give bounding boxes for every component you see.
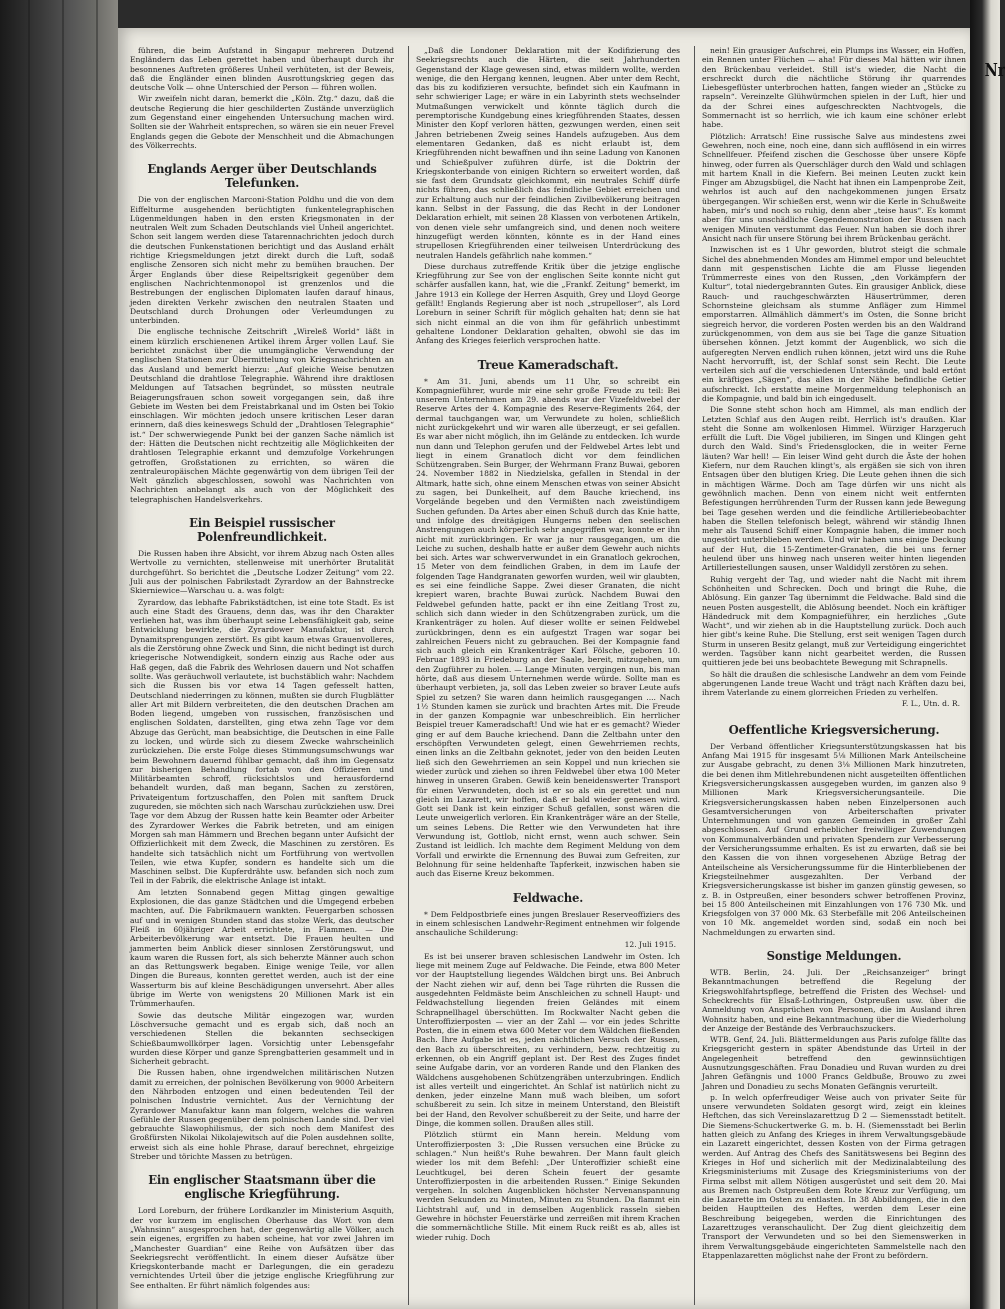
article-headline: Ein Beispiel russischer Polenfreundlichkeit. (189, 515, 335, 545)
article-paragraph: Die Russen haben ihre Absicht, vor ihrem Abzug nach Osten alles Wertvolle zu vernichten, stellenweise mit unerhörter Brutalität durchgeführt. So berichtet die „Deutsche Lodzer Zeitung“ vom 22. Juli aus der polnischen Fabrikstadt Zyrardow an der Bahnstrecke Skierniewice—Warschau u. a. was folgt: (130, 549, 394, 596)
article-paragraph: Die Sonne steht schon hoch am Himmel, als man endlich der Letzten Schlaf aus den Augen reibt. Herrlich ist's draußen. Klar steht die Sonne am wolkenlosen Himmel. Würziger Harzgeruch erfüllt die Luft. Die Vögel jubilieren, im Singen und Klingen geht durch den Wald. Sind's Friedensglocken, die in weiter Ferne läuten? War hell! — Ein leiser Wind geht durch die Äste der hohen Kiefern, nur dem Rauchen klingt's, als ergäßen sie sich von ihren Entsagen über den blutigen Krieg. Die Leute gehen ihnen die sich in mächtigen Wärme. Doch am Tage dürfen wir uns nicht als gewöhnlich machen. Denn von einem nicht weit entfernten Befestigungen herrührenden Turm der Russen kann jede Bewegung bei Tage gesehen werden und die feindliche Artilleriebeobachter haben die Stellen telefonisch belegt, während wir ständig Ihnen mehr als Tausend Schiff einer Kompagnie haben, die immer noch ungestört unterblieben werden. Und wir haben uns einige Deckung auf der Hut, die 15-Zentimeter-Granaten, die bei uns ferner heulend über uns hinweg nach unseren weiter hinten liegenden Artilleriestellungen sausen, unser Waldidyll zerstören zu sehen. (702, 405, 966, 573)
article-paragraph: p. In welch opferfreudiger Weise auch von privater Seite für unsere verwundeten Soldaten gesorgt wird, zeigt ein kleines Heftchen, das sich Vereinslazarettzug D 2 — Siemensstadt betitelt. Die Siemens-Schuckertwerke G. m. b. H. (Siemensstadt bei Berlin hatten gleich zu Anfang des Krieges in ihrem Verwaltungsgebäude ein Lazarett eingerichtet, dessen Kosten von der Firma getragen werden. Auf Antrag des Chefs des Sanitätswesens bei Beginn des Krieges in Hof und sicherlich mit der Medizinalabteilung des Kriegsministeriums mit Zusage des Kriegsministeriums von der Firma selbst mit allem Nötigen ausgerüstet und seit dem 20. Mai aus Bremen nach Ostpreußen dem Rote Kreuz zur Verfügung, um die Lazarette im Osten zu entlasten. In 38 Abbildungen, die in den beiden Hauptteilen des Heftes, werden dem Leser eine Beschreibung beigegeben, werden die Einrichtungen des Lazarettzuges veranschaulicht. Der Zug dient gleichzeitig dem Transport der Verwundeten und so bei den Siemenswerken in ihrem Verwaltungsgebäude eingerichteten Sammelstelle nach den Etappenlazaretten möglichst nahe der Front zu befördern. (702, 1092, 966, 1260)
article-headline: Feldwache. (512, 889, 584, 905)
article-paragraph: „Daß die Londoner Deklaration mit der Kodifizierung des Seekriegsrechts auch die Härten, die seit Jahrhunderten Gegenstand der Klage gewesen sind, etwas mildern wollte, werden wenige, die den Hergang kennen, leugnen. Aber unter dem Recht, das bis zu kodifizieren versuchte, befindet sich ein Kaufmann in sehr schwieriger Lage; er wäre in ein Labyrinth stets wechselnder Mutmaßungen verwickelt und könnte täglich durch die peremptorische Kundgebung eines kriegführenden Staates, dessen Minister den Kopf verloren hätten, gezwungen werden, einen seit Jahren betriebenen Zweig seines Handels aufzugeben. Aus dem elementaren Gedanken, daß es nicht erlaubt ist, dem Kriegführenden nicht bewaffnen und ihn seine Ladung von Kanonen und Schießpulver zuführen dürfe, ist die Doktrin der Kriegskonterbande von einigen Richtern so erweitert worden, daß sie fast dem Grundsatz gleichkommt, ein neutrales Schiff dürfe nichts führen, das schließlich das feindliche Gebiet erreichen und zur Erhaltung auch nur der feindlichen Zivilbevölkerung beitragen kann. Selbst in der Fassung, die das Recht in der Londoner Deklaration erhielt, mit seinen 28 Klassen von verbotenen Artikeln, von denen viele sehr umfangreich sind, und denen noch weitere hinzugefügt werden könnten, könnte es in der Hand eines strupellosen Kriegführenden einer teilweisen Unterdrückung des neutralen Handels gefährlich nahe kommen.“ (416, 46, 680, 260)
text-column-middle (416, 46, 680, 1305)
dateline: 12. Juli 1915. (624, 940, 676, 950)
spacer (130, 1163, 394, 1167)
article-paragraph: nein! Ein grausiger Aufschrei, ein Plumps ins Wasser, ein Hoffen, ein Rennen unter Flüchen — aha! Für dieses Mal hätten wir ihnen den Brückenbau verleidet. Still ist's wieder, die Nacht die erschreckt durch die nächtliche Störung ihr quarrendes Liebesgeflüster unterbrochen hatten, fangen wieder an „Stücke zu rapseln“. Vereinzelte Glühwürmchen spielen in der Luft, hier und da der Schrei eines aufgeschreckten Nachtvogels, die Sommernacht ist so herrlich, wie ich kaum eine schöner erlebt habe. (702, 46, 966, 130)
article-paragraph: Es ist bei unserer braven schlesischen Landwehr im Osten. Ich liege mit meinem Zuge auf Feldwache. Die Feinde, etwa 800 Meter vor der Hauptstellung liegendes Wäldchen birgt uns. Bei Anbruch der Nacht ziehen wir auf, denn bei Tage rührten die Russen die ausgedehnten Feldmäste beim Anschleichen zu schnell Haupt- und Feldwachstellung liegenden freien Geländes mit einem Schrapnellhagel überschütten. Im Rockwalter Nacht geben die Unteroffizierposten — vier an der Zahl — vor ein jedes Schritte Posten, die in einem etwa 600 Meter vor dem Wäldchen fließenden Bach. Ihre Aufgabe ist es, jeden nächtlichen Versuch der Russen, den Bach zu überschreiten, zu verhindern, bezw. rechtzeitig zu erkennen, ob ein Angriff geplant ist. Der Rest des Zuges findet seine Aufgabe darin, vor an vorderen Rande und den Flanken des Wäldchens ausgehobenen Schützengräben unterzubringen. Endlich ist alles verteilt und eingerichtet. An Schlaf ist natürlich nicht zu denken, jeder einzelne Mann muß wach bleiben, um sofort schußbereit zu sein. Ich sitze in meinem Unterstand, den Bleistift bei der Hand, den Revolver schußbereit zu der Seite, und harre der Dinge, die kommen sollen. Draußen alles still. (416, 951, 680, 1129)
article-headline: Ein englischer Staatsmann über die englische Kriegführung. (148, 1172, 376, 1202)
author-signature: F. L., Utn. d. R. (901, 699, 960, 709)
article-paragraph: * Am 31. Juni, abends um 11 Uhr, so schreibt ein Kompagnieführer, wurde mir eine sehr große Freude zu teil: Bei unserem Unternehmen am 29. abends war der Vizefeldwebel der Reserve Artes der 4. Kompagnie des Reserve-Regiments 264, der dermal tauchgangen war, um Verwundete zu holen, schließlich nicht zurückgekehrt und wir waren alle überzeugt, er sei gefallen. Es war aber nicht möglich, ihn im Gelände zu entdecken. Ich wurde nun dann und Telephon gerufen und der Feldwebel Artes lebt und liegt in einem Granatloch dicht vor dem feindlichen Schützengraben. Sein Burger, der Wehrmann Franz Buwai, geboren 24. November 1882 in Niedzielska, gefallen in Stendal in der Altmark, hatte sich, ohne einem Menschen etwas von seiner Absicht zu sagen, bei Dunkelheit, auf dem Bauche kriechend, ins Vorgelände begeben und den Vermißten nach zweistündigem Suchen gefunden. Da Artes aber einen Schuß durch das Knie hatte, und infolge des dreitägigen Hungerns neben den seelischen Anstrengungen auch körperlich sehr angegriffen war, konnte er ihn nicht mit zurückbringen. Er war ja nur rausgegangen, um die Leiche zu suchen, deshalb hatte er außer dem Gewehr auch nichts bei sich. Artes war schwerverwundet in ein Granatloch gekrochen, 15 Meter von dem feindlichen Graben, in dem im Laufe der folgenden Tage Handgranaten geworfen wurden, weil wir glaubten, es sei eine feindliche Sappe. Zwei dieser Granaten, die nicht krepiert waren, brachte Buwai zurück. Nachdem Buwai den Feldwebel gefunden hatte, packt er ihn eine Zeitlang Trost zu, schlich sich dann wieder in den Schützengraben zurück, um die Krankenträger zu holen. Auf dieser wollte er seinen Feldwebel zurückbringen, denn es ein aufgestzt Tragen war sogar bei zahlreichen Feuers nicht zu gebrauchen. Bei der Kompagnie fand sich auch gleich ein Krankenträger Karl Fölsche, geboren 10. Februar 1893 in Friedeburg an der Saale, bereit, mitzugehen, um den Zugführer zu holen. — Lange Minuten vergingen nun, bis man hörte, daß aus diesem Unternehmen werde würde. Sollte man es überhaupt verbieten, ja, soll das Leben zweier so braver Leute aufs Spiel zu setzen? Sie waren dann heimlich rausgegangen .... Nach 1½ Stunden kamen sie zurück und brachten Artes mit. Die Freude in der ganzen Kompagnie war unbeschreiblich. Ein herrlicher Beispiel treuer Kameradschaft! Und wie hat er es gemacht? Wieder ging er auf dem Bauche kriechend. Dann die Zeltbahn unter den erschöpften Verwundeten gelegt, einen Gewehrriemen rechts, einen links an die Zeltbahn geknotet, jeder von den beiden Leuten ließ sich den Gewehrriemen an sein Koppel und nun kriechen sie wieder zurück und ziehen so ihren Feldwebel über etwa 100 Meter hinweg in unseren Graben. Gewiß kein beneidenswerter Transport für einen Verwundeten, doch ist er so als ein gerettet und nun gleich im Lazarett, wir hoffen, daß er bald wieder genesen wird. Gott sei Dank ist kein einziger Schuß gefallen, sonst wären die Leute unweigerlich verloren. Ein Krankenträger wäre an der Stelle, um seines Lebens. Die Retter wie den Verwundeten hat ihre Verwundung ist, Gottlob, nicht ernst, wenn auch schwer. Sein Zustand ist leidlich. Ich machte dem Regiment Meldung von dem Vorfall und erwirkte die Ernennung des Buwai zum Gefreiten, zur Belohnung für seine heldenhafte Tapferkeit, inzwischen haben sie auch das Eiserne Kreuz bekommen. (416, 376, 680, 879)
article-paragraph: führen, die beim Aufstand in Singapur mehreren Dutzend Engländern das Leben gerettet haben und überhaupt durch ihr besonnenes Auftreten größeres Unheil verhüteten, ist der Beweis, daß die Engländer einen blinden Ausrottungskrieg gegen das deutsche Volk — ohne Unterschied der Person — führen wollen. (130, 46, 394, 93)
article-paragraph: Plötzlich: Arratsch! Eine russische Salve aus mindestens zwei Gewehren, noch eine, noch eine, dann sich aufflösend in ein wirres Schnellfeuer. Pfeifend zischen die Geschosse über unsere Köpfe hinweg, oder furren als Querschläger durch den Wald und schlagen mit hartem Knall in die Kiefern. Bei meinen Leuten zuckt kein Finger am Abzugsbügel, die Nacht hat ihnen ein Lampenprobe Zeit, wehrlos ist auch auf den nachgekommenen jungen Ersatz übergegangen. Wir schießen erst, wenn wir die Kerle in Schußweite haben, mir's und noch so ruhig, denn aber „teise haus“. Es kommt aber für uns unschädliche Gegendemonstration der Russen nach wenigen Minuten verstummt das Feuer. Nun haben sie doch ihrer Ansicht nach für unsere Störung bei ihrem Brückenbau gerächt. (702, 131, 966, 243)
article-paragraph: Ruhig vergeht der Tag, und wieder naht die Nacht mit ihrem Schönheiten und Schrecken. Doch und bringt die Ruhe, die Ablösung. Ein ganzer Tag übernimmt die Feldwache. Bald sind die neuen Posten ausgestellt, die Ablösung beendet. Noch ein kräftiger Händedruck mit dem Kompagnieführer, ein herzliches „Gute Wacht“, und wir ziehen ab in die Hauptstellung zurück. Doch auch hier gibt's keine Ruhe. Die Stellung, erst seit wenigen Tagen durch Sturm in unseren Besitz gelangt, muß zur Verteidigung eingerichtet werden. Tagsüber kann nicht gearbeitet werden, die Russen quittieren jede bei uns beobachtete Bewegung mit Schrapnells. (702, 574, 966, 668)
article-paragraph: Die Russen haben, ohne irgendwelchen militärischen Nutzen damit zu erreichen, der polnischen Bevölkerung von 9000 Arbeitern den Nährboden entzogen und einen bedeutenden Teil der polnischen Industrie vernichtet. Aus der Vernichtung der Zyrardower Manufaktur kann man folgern, welches die wahren Gefühle der Russen gegenüber dem polnischen Lande sind. Der viel gebrauchte Slawophilismus, der sich noch dem Manifest des Großfürsten Nikolai Nikolajewitsch auf die Polen ausdehnen sollte, erweist sich als eine hohle Phrase, darauf berechnet, ehrgeizige Streber und törichte Massen zu betrügen. (130, 1068, 394, 1162)
article-paragraph: Diese durchaus zutreffende Kritik über die jetzige englische Kriegführung zur See von der englischen Seite konnte nicht gut schärfer ausfallen kann, hat, wie die „Frankf. Zeitung“ bemerkt, im Jahre 1913 ein Kollege der Herren Asquith, Grey und Lloyd George gefällt! Englands Regierung aber ist noch „strupelloser“, als Lord Loreburn in seiner Schrift für möglich gehalten hat; denn sie hat sich nicht einmal an die von ihm für gefährlich unbestimmt gehaltene Londoner Deklaration gehalten, obwohl sie das im Anfang des Krieges feierlich versprochen hatte. (416, 261, 680, 346)
article-paragraph: Plötzlich stürmt ein Mann herein. Meldung vom Unteroffizierposten 3: „Die Russen versuchen eine Brücke zu schlagen.“ Nun heißt's Ruhe bewahren. Der Mann fault gleich wieder los mit dem Befehl: „Der Unteroffizier schießt eine Leuchtkugel, bei deren Schein feuert der gesamte Unteroffizierposten in die arbeitenden Russen.“ Einige Sekunden vergehen. In solchen Augenblicken höchster Nervenanspannung werden Sekunden zu Minuten, Minuten zu Stunden. Da flammt ein Lichtstrahl auf, und in demselben Augenblick rasseln sieben Gewehre in höchster Feuerstärke und zerreißen mit ihrem Krachen die sommernächtliche Stille. Mit einem Ruck reißt es ab, alles ist wieder ruhig. Doch (416, 1130, 680, 1242)
spacer (702, 939, 966, 943)
article-paragraph: Die englische technische Zeitschrift „Wireleß World“ läßt in einem kürzlich erschienenen Artikel ihrem Ärger vollen Lauf. Sie berichtet zunächst über die unumgängliche Verwendung der englischen Stationen zur Übermittelung von Kriegsnachrichten an das Ausland und bemerkt hierzu: „Auf gleiche Weise benutzen Deutschland die drahtlose Telegraphie. Während ihre draktlosen Meldungen auf Tatsachen begründet, so müssten neutrale Beiagerungsfrauen schon soweit vorgegangen sein, daß ihre Gebiete im Westen bei dem Freistabrkanal und im Osten bei Tokio einschlagen. Wir möchten jedoch unsere kritischen Leser daran erinnern, daß dies keineswegs Schuld der „Drahtlosen Telegraphie“ ist.“ Der schwerwiegende Punkt bei der ganzen Sache nämlich ist der: Hätten die Deutschen nicht rechtzeitig alle Möglichkeiten der drahtlosen Telegraphie erkannt und demzufolge Vorkehrungen getroffen, Großstationen zu errichten, so wären die zentraleuropäischen Mächte gegenwärtig von dem übrigen Teil der Welt gänzlich abgeschlossen, sowohl was Nachrichten von Nachrichten anbelangt als auch von der Möglichkeit des telegraphischen Handelsverkehrs. (130, 327, 394, 504)
article-paragraph: Der Verband öffentlicher Kriegsunterstützungskassen hat bis Anfang Mai 1915 für insgesamt 5⅛ Millionen Mark Anteilscheine zur Ausgabe gebracht, zu denen 3⅛ Millionen Mark hinzutreten, die bei denen ihm Mitlehrebundenen nicht ausgeteilten öffentlichen Kriegsversicherungskassen ausgegeben wurden, im ganzen also 9 Millionen Mark Kriegsversicherungsanteile. Die Kriegsversicherungskassen haben neben Einzelpersonen auch Gesamtversicherungen von Arbeiterschaften privater Unternehmungen und von ganzen Gemeinden in großer Zahl abgeschlossen. Auf Grund erheblicher freiwilliger Zuwendungen von Kommunalverbänden und privaten Spendern zur Verbesserung der Versicherungssumme erhalten. Es ist zu erwarten, daß sie bei den Kassen die von ihnen vorgesehenen Abzüge Betrag der Anteilscheine als Versicherungssumme für die Hinterbliebenen der Kriegsteilnehmer ausgezahlten. Der Verband der Kriegsversicherungskasse ist bisher im ganzen günstig gewesen, so z. B. in Ostpreußen, einer besonders schwer betroffenen Provinz, bei 15 800 Anteilscheinen mit Einzahlungen von 176 730 Mk. und Kriegsfolgen von 37 000 Mk. 63 Sterbefälle mit 206 Anteilscheinen von 10 Mk. angemeldet worden sind, sodaß ein noch bei Nachmeldungen zu erwarten sind. (702, 741, 966, 937)
column-rule (408, 46, 409, 1305)
article-paragraph: WTB. Berlin, 24. Juli. Der „Reichsanzeiger“ bringt Bekanntmachungen betreffend die Regelung der Kriegswohlfahrtspflege, betreffend die Fristen des Wechsel- und Scheckrechts für Elsaß-Lothringen, Ostpreußen usw. über die Anmeldung von Ansprüchen von Personen, die im Ausland ihren Wohnsitz haben, und eine Bekanntmachung über die Wiederholung der Anzeige der Bestände des Verbrauchszuckers. (702, 968, 966, 1033)
article-paragraph: Inzwischen ist es 1 Uhr geworden, blutrot steigt die schmale Sichel des abnehmenden Mondes am Himmel empor und beleuchtet dann mit gespenstischen Lichte die am Flusse liegenden Trümmerreste eines von den Russen, „den Vorkämpfern der Kultur“, total niedergebrannten Gutes. Ein grausiger Anblick, diese Rauch- und rauchgeschwärzten Häusertrümmer, deren Schornsteine gleichsam als stumme Anfläger zum Himmel emporstarren. Allmählich dämmert's im Osten, die Sonne bricht siegreich hervor, die vorderen Posten werden bis an den Waldrand zurückgenommen, von dem aus sie bei Tage die ganze Situation übersehen können. Jetzt kommt der Augenblick, wo sich die aufgeregten Nerven endlich ruhen können, jetzt wird uns die Ruhe Nacht hervorrufft, ist, der Schlaf sonst sein Recht. Die Leute verteilen sich auf die verschiedenen Unterstände, und bald ertönt ein kräftiges „Sägen“, das alles in der Nähe befindliche Getier aufschreckt. Ich erstatte meine Morgenmeldung telephonisch an die Kompagnie, und bald bin ich eingeduselt. (702, 245, 966, 403)
article-paragraph: So hält die draußen die schlesische Landwehr an dem vom Feinde abgerungenen Lande treue Wacht und trägt nach Kräften dazu bei, ihrem Vaterlande zu einem glorreichen Frieden zu verhelfen. (702, 669, 966, 698)
spacer (130, 152, 394, 156)
article-headline: Sonstige Meldungen. (766, 948, 902, 964)
spacer (702, 713, 966, 717)
text-column-left (130, 46, 394, 1305)
column-rule (694, 46, 695, 1305)
spacer (416, 881, 680, 885)
article-paragraph: Am letzten Sonnabend gegen Mittag gingen gewaltige Explosionen, die das ganze Städtchen und die Umgegend erbeben machten, auf. Die Fabrikmauern wankten. Feuergarben schossen auf und in wenigen Stunden stand das stolze Werk, das deutscher Fleiß in 60jähriger Arbeit errichtete, in Flammen. — Die Arbeiterbevölkerung war entsetzt. Die Frauen heulten und jammerten beim Anblick dieser sinnlosen Zerstörungswut, und kaum waren die Russen fort, als sich beherzte Männer auch schon an das Rettungswerk begaben. Einige wenige Teile, vor allen Dingen die Bureaus, konnten gerettet werden, auch ist der eine Wasserturm bis auf kleine Beschädigungen unversehrt. Aber alles übrige im Werte von wenigstens 20 Millionen Mark ist ein Trümmerhaufen. (130, 887, 394, 1009)
book-binding (0, 0, 118, 1309)
spacer (130, 506, 394, 510)
article-paragraph: Zyrardow, das lebhafte Fabrikstädtchen, ist eine tote Stadt. Es ist auch eine Stadt des Grauens, denn das, was ihr den Charakter verliehen hat, was ihm überhaupt seine Lebensfähigkeit gab, seine Entwicklung bewirkte, die Zyrardower Manufaktur, ist durch Dynamitsprengungen zerstört. Es gibt kaum etwas Grauenvolleres, als die Zerstörung ohne Zweck und Sinn, die nicht bedingt ist durch kriegerische Notwendigkeit, sondern einzig aus Rache oder aus Haß gegen, daß die Fabrik des Wehrlosen dauern und Not schaffen sollte. Was geräuchwoll verlautete, ist buchstäblich wahr: Nachdem sich die Russen bis vor etwa 14 Tagen gefesselt hatten, Deutschland niederringen zu können, mußten sie durch Flugblätter aller Art mit Bildern verbreiteten, die den deutschen Drachen am Boden liegend, umgeben von russischen, französischen und englischen Soldaten, darstellten, ging etwa zehn Tage vor dem Abzuge das Gerücht, man beabsichtige, die Deutschen in eine Falle zu locken, und würde sich zu diesem Zwecke wahrscheinlich zurückziehen. Die erste Folge dieses Stimmungsumschwungs war beim Bewohnern dauernd fühlbar gemacht, daß ihm im Gegensatz zur bisherigen Behandlung fortab von den Offizieren und Militärbeamten schroff, rücksichtslos und herausfordernd behandelt wurden, daß man begann, Sachen zu zerstören, Privateigentum fortzuschaffen, den Polen mit sanftem Druck zugureden, sie möchten sich nach Warschau zurückziehen usw. Drei Tage vor dem Abzug der Russen hatte kein Beamter oder Arbeiter des Zyrardower Werkes die Fabrik betreten, und am einigen Morgen sah man Hämmern und Brechen begann unter Aufsicht der Offizierlichkeit mit dem Zweck, die Maschinen zu zerstören. Es handelte sich tatsächlich nicht um Fortführung von wertvollen Teilen, wie etwa Kupfer, sondern es handelte sich um die Maschinen selbst. Die Kupferdrähte usw. befanden sich noch zum Teil in der Fabrik, die elektrische Anlage ist intakt. (130, 597, 394, 886)
newspaper-page (118, 28, 970, 1309)
article-paragraph: * Dem Feldpostbriefe eines jungen Breslauer Reserveoffiziers des in einem schlesischen Landwehr-Regiment entnehmen wir folgende anschauliche Schilderung: (416, 909, 680, 938)
next-page-edge (970, 0, 1005, 1309)
spacer (416, 348, 680, 352)
article-paragraph: Die von der englischen Marconi-Station Poldhu und die von dem Eiffelturme ausgehenden berüchtigten funkentelegraphischen Lügenmeldungen haben in den ersten Kriegsmonaten in der neutralen Welt zum Schaden Deutschlands viel Unheil angerichtet. Schon seit langem werden diese Tatarennachrichten jedoch durch die deutschen Funkenstationen berichtigt und das Ausland erhält richtige Kriegsmeldungen jetzt direkt durch die Luft, sodaß englische Zensoren sich nicht mehr zu bemühen brauchen. Der Ärger Englands über diese Reipeltsrigkeit gegenüber dem englischen Nachrichtenmonopol ist grenzenlos und die Bestrebungen der englischen Diplomaten laufen darauf hinaus, jeden direkten Verkehr zwischen den neutralen Staaten und Deutschland durch Drohungen oder Verleumdungen zu unterbinden. (130, 195, 394, 326)
column-container (130, 46, 966, 1305)
text-column-right (702, 46, 966, 1305)
article-paragraph: WTB. Genf, 24. Juli. Blättermeldungen aus Paris zufolge fällte das Kriegsgericht gestern in später Abendstunde das Urteil in der Angelegenheit betreffend den gewinnsüchtigen Ausnutzungsgeschäften. Frau Donadieu und Ruvan wurden zu drei Jahren Gefängnis und 1000 Francs Geldbuße, Brouwo zu zwei Jahren und Donadieu zu sechs Monaten Gefängnis verurteilt. (702, 1035, 966, 1091)
article-headline: Englands Aerger über Deutschlands Telefunken. (147, 161, 377, 191)
article-paragraph: Sowie das deutsche Militär eingezogen war, wurden Löschversuche gemacht und es ergab sich, daß noch an verschiedenen Stellen die bekannten sechseckigen Schießbaumwollkörper lagen. Vorsichtig unter Lebensgefahr wurden diese Körper und ganze Sprengbatterien gesammelt und in Sicherheit gebracht. (130, 1010, 394, 1067)
article-paragraph: Wir zweifeln nicht daran, bemerkt die „Köln. Ztg.“ dazu, daß die deutsche Regierung die hier geschilderten Zustände unverzüglich zum Gegenstand einer eingehenden Untersuchung machen wird. Sollten sie der Wahrheit entsprechen, so wären sie ein neuer Frevel Englands gegen die Gebote der Menschheit und die Abmachungen des Völkerrechts. (130, 94, 394, 150)
next-page-fragment: Nr (984, 60, 1005, 81)
article-headline: Oeffentliche Kriegsversicherung. (728, 721, 940, 737)
article-paragraph: Lord Loreburn, der frühere Lordkanzler im Ministerium Asquith, der vor kurzem im englischen Oberhause das Wort von dem „Wahnsinn“ ausgesprochen hat, der gegenwärtig alle Völker, auch sein eigenes, ergriffen zu haben scheine, hat vor zwei Jahren im „Manchester Guardian“ eine Reihe von Aufsätzen über das Seekriegsrecht veröffentlicht. In einem dieser Aufsätze über Kriegskonterbande macht er Darlegungen, die ein geradezu vernichtendes Urteil über die jetzige englische Kriegführung zur See enthalten. Er führt nämlich folgendes aus: (130, 1206, 394, 1290)
article-headline: Treue Kameradschaft. (477, 356, 619, 372)
